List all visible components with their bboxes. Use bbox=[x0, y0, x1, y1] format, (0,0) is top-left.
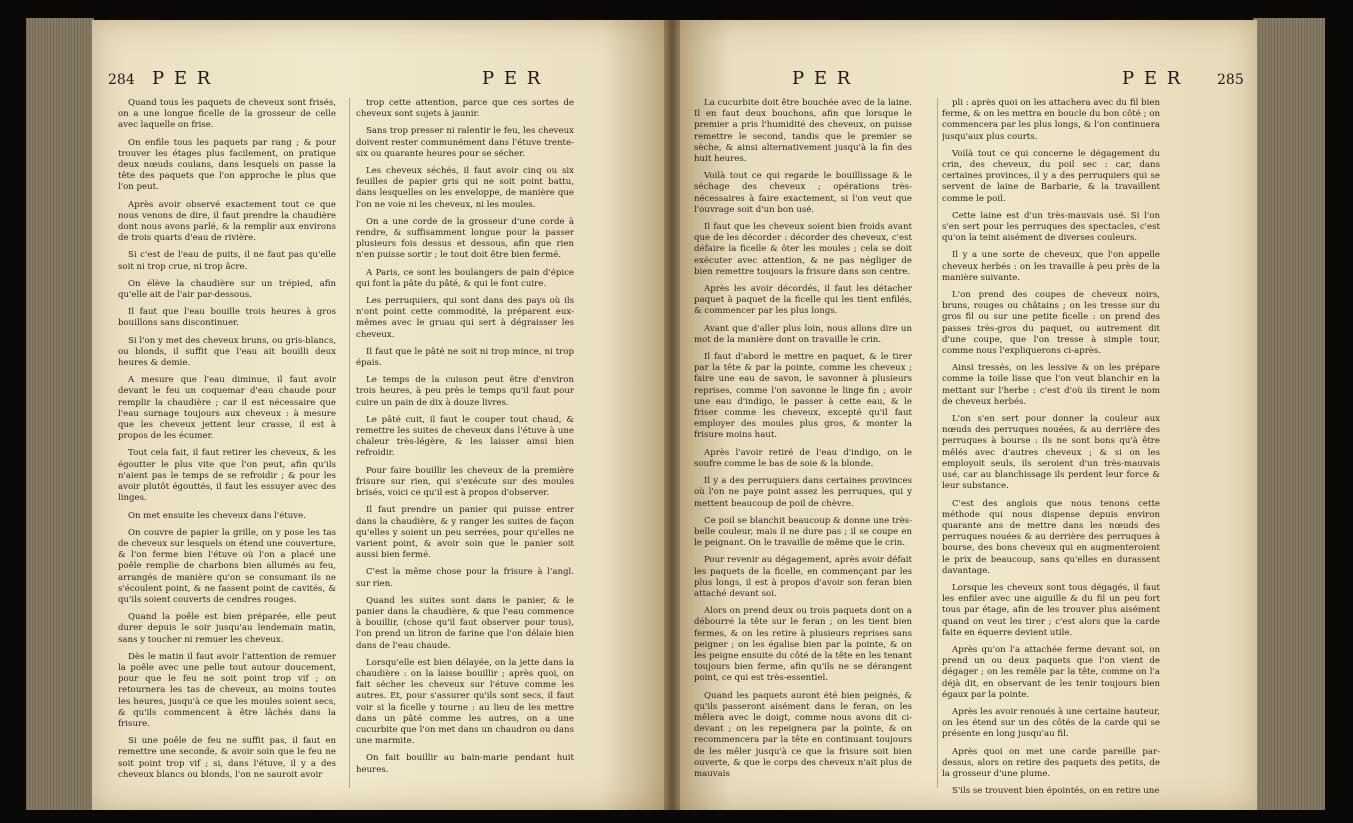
paragraph: Après qu'on l'a attachée ferme devant soi, on prend un ou deux paquets que l'on vient de dégager ; on les remêle par la tête, comme on l'a déjà dit, en observant de les tenir toujours bien égaux par la pointe. bbox=[942, 644, 1160, 700]
paragraph: On a une corde de la grosseur d'une corde à rendre, & suffisamment longue pour la passer plusieurs fois dessus et dessous, afin que rien n'en puisse sortir ; le tout doit être bien fermé. bbox=[356, 216, 574, 261]
right-page-column-2 bbox=[942, 98, 1160, 803]
paragraph: On couvre de papier la grille, on y pose les tas de cheveux sur lesquels on étend une couverture, & l'on ferme bien l'étuve où l'on a placé une poêle remplie de charbons bien allumés au feu, arrangés de manière qu'on se consumant ils ne s'écoulent point, & ne fassent point de cavités, & qu'ils soient couverts de cendres rouges. bbox=[118, 527, 336, 605]
paragraph: Lorsqu'elle est bien délayée, on la jette dans la chaudière : on la laisse bouillir ; après quoi, on fait sécher les cheveux sur l'étuve comme les autres. Et, pour s'assurer qu'ils sont secs, il faut voir si la ficelle y tourne : au lieu de les mettre dans un pâté comme les autres, on a une cucurbite que l'on met dans un chaudron ou dans une marmite. bbox=[356, 657, 574, 747]
right-page-number: 285 bbox=[1217, 72, 1244, 88]
paragraph: Si c'est de l'eau de puits, il ne faut pas qu'elle soit ni trop crue, ni trop âcre. bbox=[118, 250, 336, 272]
paragraph: On fait bouillir au bain-marie pendant huit heures. bbox=[356, 753, 574, 775]
paragraph: L'on s'en sert pour donner la couleur aux nœuds des perruques nouées, & au derrière des perruques à bourse : ils ne sont bons qu'à être mêlés avec d'autres cheveux ; & si on les employoit seuls, ils seroient d'un très-mauvais usé, car au blanchissage ils perdent leur force & leur substance. bbox=[942, 414, 1160, 492]
left-page-edges bbox=[26, 18, 94, 810]
paragraph: On élève la chaudière sur un trépied, afin qu'elle ait de l'air par-dessous. bbox=[118, 278, 336, 301]
paragraph: trop cette attention, parce que ces sortes de cheveux sont sujets à jaunir. bbox=[356, 98, 574, 120]
paragraph: Voilà tout ce qui regarde le bouillissage & le séchage des cheveux ; opérations très-nécessaires à faire exactement, si l'on veut que l'ouvrage soit d'un bon usé. bbox=[694, 171, 912, 215]
paragraph: Ce poil se blanchit beaucoup & donne une très-belle couleur, mais il ne dure pas ; il se coupe en le peignant. On le travaille de même que le crin. bbox=[694, 515, 912, 549]
paragraph: Pour revenir au dégagement, après avoir défait les paquets de la ficelle, en commençant par les plus longs, il est à propos d'avoir son feran bien attaché devant soi. bbox=[694, 555, 912, 599]
book-gutter bbox=[664, 20, 680, 810]
paragraph: Il faut d'abord le mettre en paquet, & le tirer par la tête & par la pointe, comme les cheveux ; faire une eau de savon, le savonner à plusieurs reprises, comme l'on savonne le linge fin ; avoir une eau d'indigo, le passer à cette eau, & le friser comme les cheveux, excepté qu'il faut employer des moules plus gros, & monter la frisure moins haut. bbox=[694, 352, 912, 441]
paragraph: Il faut que les cheveux soient bien froids avant que de les décorder : décorder des cheveux, c'est défaire la ficelle & ôter les moules ; cela se doit exécuter avec attention, & ne pas négliger de bien remettre toujours la frisure dans son centre. bbox=[694, 222, 912, 277]
paragraph: Il y a une sorte de cheveux, que l'on appelle cheveux herbés : on les travaille à peu près de la manière suivante. bbox=[942, 250, 1160, 283]
paragraph: On met ensuite les cheveux dans l'étuve. bbox=[128, 510, 306, 521]
paragraph: Il faut prendre un panier qui puisse entrer dans la chaudière, & y ranger les suites de façon qu'elles y soient un peu serrées, pour qu'elles ne varient point, & avoir soin que le panier soit aussi bien fermé. bbox=[356, 505, 574, 561]
paragraph: Si l'on y met des cheveux bruns, ou gris-blancs, ou blonds, il suffit que l'eau ait bouilli deux heures & demie. bbox=[118, 335, 336, 369]
paragraph: Quand tous les paquets de cheveux sont frisés, on a une longue ficelle de la grosseur de celle avec laquelle on frise. bbox=[118, 98, 336, 131]
paragraph: Le temps de la cuisson peut être d'environ trois heures, à peu près le temps qu'il faut pour cuire un pain de dix à douze livres. bbox=[356, 375, 574, 408]
paragraph: Sans trop presser ni ralentir le feu, les cheveux doivent rester communément dans l'étuve trente-six ou quarante heures pour se sécher. bbox=[356, 126, 574, 159]
left-running-head-2: P E R bbox=[482, 68, 543, 89]
right-page-column-1 bbox=[694, 98, 912, 786]
paragraph: A mesure que l'eau diminue, il faut avoir devant le feu un coquemar d'eau chaude pour remplir la chaudière ; car il est nécessaire que l'eau surnage toujours aux cheveux : à mesure que les cheveux jettent leur crasse, il est à propos de les écumer. bbox=[118, 375, 336, 442]
paragraph: Il faut que l'eau bouille trois heures à gros bouillons sans discontinuer. bbox=[118, 307, 336, 329]
paragraph: Après avoir observé exactement tout ce que nous venons de dire, il faut prendre la chaudière dont nous avons parlé, & la remplir aux environs de trois quarts d'eau de rivière. bbox=[118, 199, 336, 244]
paragraph: Après l'avoir retiré de l'eau d'indigo, on le soufre comme le bas de soie & la blonde. bbox=[694, 447, 912, 469]
left-page-number: 284 bbox=[108, 72, 135, 88]
right-page bbox=[672, 20, 1257, 810]
paragraph: Les perruquiers, qui sont dans des pays où ils n'ont point cette commodité, la préparent eux-mêmes avec le gruau qui sert à dégraisser les cheveux. bbox=[356, 296, 574, 340]
paragraph: Avant que d'aller plus loin, nous allons dire un mot de la manière dont on travaille le crin. bbox=[694, 323, 912, 345]
left-column-rule bbox=[349, 98, 350, 788]
paragraph: Alors on prend deux ou trois paquets dont on a débourré la tête sur le feran ; on les tient bien fermes, & on les retire à plusieurs reprises sans peigner ; on les égalise bien par la pointe, & on les peigne ensuite du côté de la tête en les tenant toujours bien ferme, afin qu'ils ne se dérangent point, ce qui est très-essentiel. bbox=[694, 606, 912, 684]
paragraph: Quand les paquets auront été bien peignés, & qu'ils passeront aisément dans le feran, on les mêlera avec le doigt, comme nous avons dit ci-devant ; on les repeignera par la pointe, & on recommencera par la tête en continuant toujours de les mêler jusqu'à ce que la frisure soit bien ouverte, & que le corps des cheveux n'ait plus de mauvais bbox=[694, 690, 912, 779]
right-running-head-2: P E R bbox=[1122, 68, 1183, 89]
right-running-head-1: P E R bbox=[792, 68, 853, 89]
paragraph: Si une poêle de feu ne suffit pas, il faut en remettre une seconde, & avoir soin que le feu ne soit point trop vif ; si, dans l'étuve, il y a des cheveux blancs ou blonds, l'on ne sauroit avoir bbox=[118, 736, 336, 780]
right-column-rule bbox=[937, 98, 938, 788]
paragraph: Il faut que le pâté ne soit ni trop mince, ni trop épais. bbox=[356, 346, 574, 369]
left-running-head-1: P E R bbox=[152, 68, 213, 89]
right-page-edges bbox=[1253, 18, 1325, 810]
paragraph: Après les avoir renoués à une certaine hauteur, on les étend sur un des côtés de la carde qui se présente en long jusqu'au fil. bbox=[942, 706, 1160, 740]
paragraph: C'est la même chose pour la frisure à l'angl. sur rien. bbox=[356, 567, 574, 589]
paragraph: Il y a des perruquiers dans certaines provinces où l'on ne paye point assez les perruques, qui y mettent beaucoup de poil de chèvre. bbox=[694, 476, 912, 509]
paragraph: A Paris, ce sont les boulangers de pain d'épice qui font la pâte du pâté, & qui le font cuire. bbox=[356, 267, 574, 289]
paragraph: Tout cela fait, il faut retirer les cheveux, & les égoutter le plus vite que l'on peut, afin qu'ils n'aient pas le temps de se refroidir ; & pour les avoir plutôt égouttés, il faut les essuyer avec des linges. bbox=[118, 448, 336, 504]
paragraph: L'on prend des coupes de cheveux noirs, bruns, rouges ou châtains ; on les tresse sur du gros fil ou sur une petite ficelle : on prend des passes très-gros du paquet, ou autrement dit d'une coupe, que l'on tresse à simple tour, comme nous l'expliquerons ci-après. bbox=[942, 290, 1160, 357]
paragraph: Lorsque les cheveux sont tous dégagés, il faut les enfiler avec une aiguille & du fil un peu fort tous par étage, afin de les trouver plus aisément quand on veut les tirer ; c'est alors que la carde faite en équerre devient utile. bbox=[942, 582, 1160, 638]
paragraph: Cette laine est d'un très-mauvais usé. Si l'on s'en sert pour les perruques des spectacles, c'est qu'on la teint aisément de diverses couleurs. bbox=[942, 210, 1160, 244]
paragraph: pli : après quoi on les attachera avec du fil bien ferme, & on les mettra en boucle du bon côté ; on commencera par les plus longs, & l'on continuera jusqu'aux plus courts. bbox=[942, 98, 1160, 142]
paragraph: Dès le matin il faut avoir l'attention de remuer la poêle avec une pelle tout autour doucement, pour que le feu ne soit point trop vif ; on retournera les tas de cheveux, au moins toutes les heures, jusqu'à ce que les moules soient secs, & qu'ils commencent à être lâchés dans la frisure. bbox=[118, 651, 336, 729]
paragraph: Après les avoir décordés, il faut les détacher paquet à paquet de la ficelle qui les tient enfilés, & commencer par les plus longs. bbox=[694, 284, 912, 317]
left-page-column-1 bbox=[118, 98, 336, 787]
paragraph: Quand la poêle est bien préparée, elle peut durer depuis le soir jusqu'au lendemain matin, sans y toucher ni remuer les cheveux. bbox=[118, 612, 336, 645]
paragraph: S'ils se trouvent bien épointés, on en retire une bbox=[952, 786, 1160, 797]
paragraph: Les cheveux séchés, il faut avoir cinq ou six feuilles de papier gris qui ne soit point battu, dans lesquelles on les enveloppe, de manière que l'on ne voie ni les cheveux, ni les moules. bbox=[356, 166, 574, 210]
left-page bbox=[92, 20, 672, 810]
paragraph: On enfile tous les paquets par rang ; & pour trouver les étages plus facilement, on pratique deux nœuds coulans, dans lesquels on passe la tête des paquets que l'on approche le plus que l'on peut. bbox=[118, 137, 336, 193]
paragraph: Après quoi on met une carde pareille par-dessus, alors on retire des paquets des petits, de la grosseur d'une plume. bbox=[942, 746, 1160, 779]
paragraph: C'est des anglois que nous tenons cette méthode qui nous dispense depuis environ quarante ans de mettre dans les nœuds des perruques nouées & au derrière des perruques à bourse, des bons cheveux qui en augmenteroient le prix de beaucoup, sans qu'elles en durassent davantage. bbox=[942, 498, 1160, 576]
left-page-column-2 bbox=[356, 98, 574, 782]
paragraph: Voilà tout ce qui concerne le dégagement du crin, des cheveux, du poil sec : car, dans certaines provinces, il y a des perruquiers qui se servent de laine de Barbarie, & la travaillent comme le poil. bbox=[942, 148, 1160, 204]
paragraph: Le pâté cuit, il faut le couper tout chaud, & remettre les suites de cheveux dans l'étuve à une chaleur très-légère, & les laisser ainsi bien refroidir. bbox=[356, 414, 574, 459]
paragraph: La cucurbite doit être bouchée avec de la laine. Il en faut deux bouchons, afin que lorsque le premier a pris l'humidité des cheveux, on puisse remettre le second, tandis que le premier se sèche, & ainsi alternativement jusqu'à la fin des huit heures. bbox=[694, 98, 912, 165]
paragraph: Quand les suites sont dans le panier, & le panier dans la chaudière, & que l'eau commence à bouillir, (chose qu'il faut observer pour tous), l'on prend un litron de farine que l'on délaie bien dans de l'eau chaude. bbox=[356, 595, 574, 651]
paragraph: Ainsi tressés, on les lessive & on les prépare comme la toile lisse que l'on veut blanchir en la mettant sur l'herbe : c'est d'où ils tirent le nom de cheveux herbés. bbox=[942, 363, 1160, 407]
paragraph: Pour faire bouillir les cheveux de la première frisure sur rien, qui s'exécute sur des moules brisés, voici ce qu'il est à propos d'observer. bbox=[356, 465, 574, 499]
